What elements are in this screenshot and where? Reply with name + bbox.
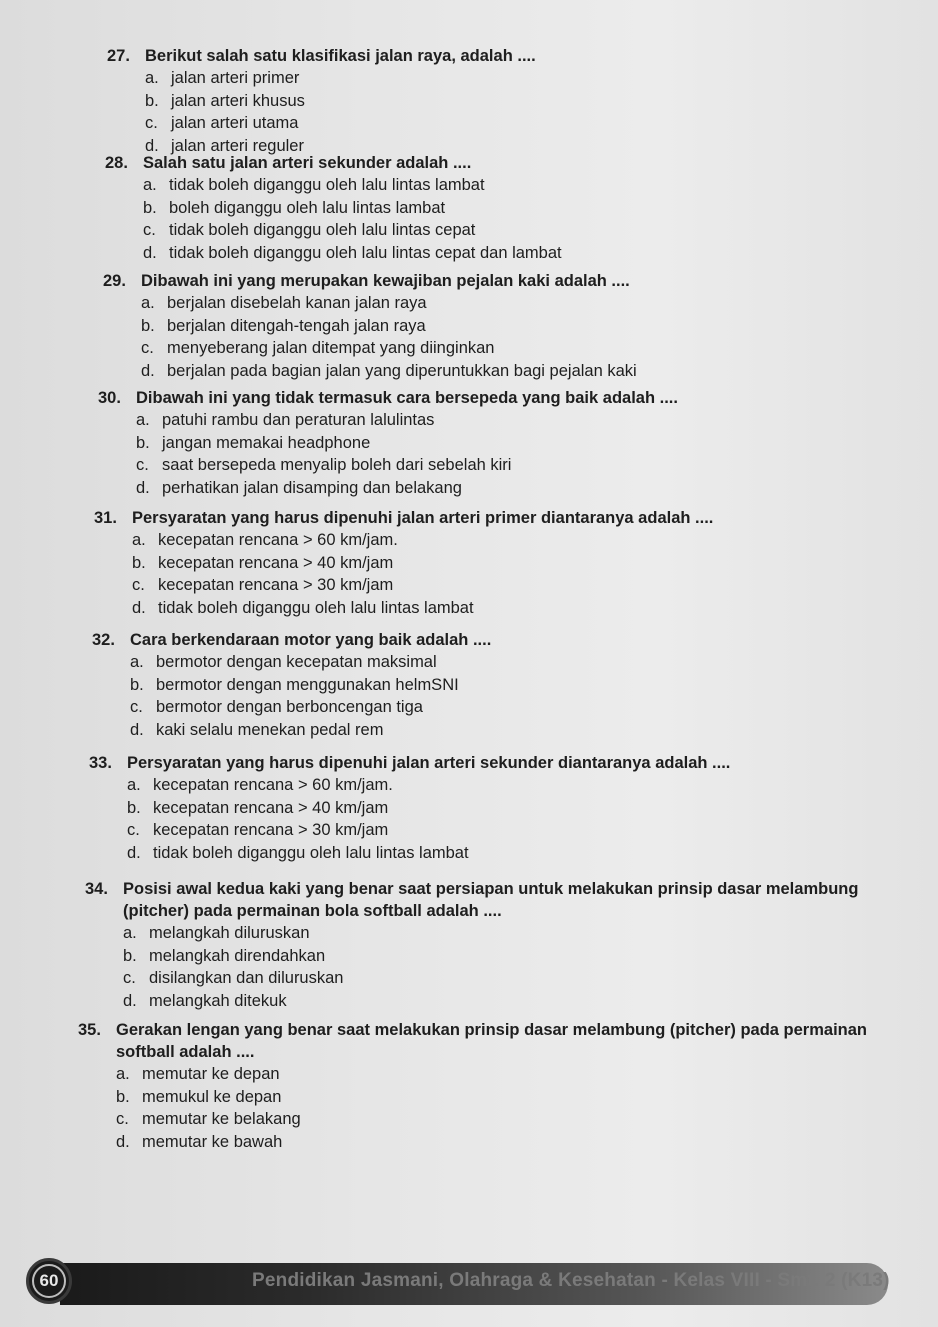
option-a: a. memutar ke depan (116, 1065, 280, 1083)
question-text: Persyaratan yang harus dipenuhi jalan arteri primer diantaranya adalah .... (132, 509, 714, 527)
question-27 (107, 45, 887, 157)
question-number: 28. (105, 154, 128, 172)
question-number: 30. (98, 389, 121, 407)
option-d: d. melangkah ditekuk (123, 991, 287, 1010)
option-c: c. jalan arteri utama (145, 114, 299, 132)
question-35 (78, 1019, 918, 1153)
question-32 (92, 629, 902, 741)
option-c: c. disilangkan dan diluruskan (123, 969, 344, 987)
option-b: b. berjalan ditengah-tengah jalan raya (141, 316, 426, 335)
option-c: c. tidak boleh diganggu oleh lalu lintas cepat (143, 221, 476, 239)
option-c: c. memutar ke belakang (116, 1110, 301, 1128)
question-text: Dibawah ini yang merupakan kewajiban pejalan kaki adalah .... (141, 272, 630, 290)
question-number: 34. (85, 880, 108, 898)
option-b: b. jalan arteri khusus (145, 91, 305, 110)
option-c: c. menyeberang jalan ditempat yang diinginkan (141, 339, 495, 357)
option-d: d. tidak boleh diganggu oleh lalu lintas lambat (132, 598, 474, 617)
question-text: Cara berkendaraan motor yang baik adalah .... (130, 631, 492, 649)
option-d: d. jalan arteri reguler (145, 136, 304, 155)
question-number: 27. (107, 47, 130, 65)
question-33 (89, 752, 904, 864)
question-number: 32. (92, 631, 115, 649)
question-number: 35. (78, 1021, 101, 1039)
page-number-badge (26, 1258, 72, 1304)
page-number: 60 (32, 1264, 66, 1298)
option-d: d. tidak boleh diganggu oleh lalu lintas lambat (127, 843, 469, 862)
option-c: c. saat bersepeda menyalip boleh dari sebelah kiri (136, 456, 512, 474)
option-b: b. boleh diganggu oleh lalu lintas lambat (143, 198, 446, 217)
question-28 (105, 152, 885, 264)
option-a: a. jalan arteri primer (145, 69, 300, 87)
option-a: a. melangkah diluruskan (123, 924, 310, 942)
option-a: a. kecepatan rencana > 60 km/jam. (127, 776, 393, 794)
option-a: a. kecepatan rencana > 60 km/jam. (132, 531, 398, 549)
question-number: 33. (89, 754, 112, 772)
option-a: a. bermotor dengan kecepatan maksimal (130, 653, 437, 671)
option-c: c. bermotor dengan berboncengan tiga (130, 698, 423, 716)
option-d: d. perhatikan jalan disamping dan belakang (136, 478, 462, 497)
option-b: b. bermotor dengan menggunakan helmSNI (130, 675, 459, 694)
option-c: c. kecepatan rencana > 30 km/jam (127, 821, 389, 839)
option-b: b. melangkah direndahkan (123, 946, 326, 965)
question-text: Posisi awal kedua kaki yang benar saat persiapan untuk melakukan prinsip dasar melambung (pitcher) pada permainan bola softball adalah .... (123, 880, 859, 920)
option-c: c. kecepatan rencana > 30 km/jam (132, 576, 394, 594)
question-text: Gerakan lengan yang benar saat melakukan prinsip dasar melambung (pitcher) pada permainan softball adalah .... (116, 1021, 867, 1061)
option-a: a. berjalan disebelah kanan jalan raya (141, 294, 427, 312)
question-text: Persyaratan yang harus dipenuhi jalan arteri sekunder diantaranya adalah .... (127, 754, 731, 772)
option-b: b. kecepatan rencana > 40 km/jam (127, 798, 389, 817)
option-a: a. patuhi rambu dan peraturan lalulintas (136, 411, 435, 429)
option-d: d. berjalan pada bagian jalan yang diperuntukkan bagi pejalan kaki (141, 361, 637, 380)
question-number: 29. (103, 272, 126, 290)
option-d: d. memutar ke bawah (116, 1132, 283, 1151)
question-text: Salah satu jalan arteri sekunder adalah .... (143, 154, 472, 172)
question-text: Berikut salah satu klasifikasi jalan raya, adalah .... (145, 47, 536, 65)
option-b: b. memukul ke depan (116, 1087, 282, 1106)
question-31 (94, 507, 904, 619)
question-number: 31. (94, 509, 117, 527)
option-a: a. tidak boleh diganggu oleh lalu lintas lambat (143, 176, 485, 194)
question-text: Dibawah ini yang tidak termasuk cara bersepeda yang baik adalah .... (136, 389, 678, 407)
option-b: b. jangan memakai headphone (136, 433, 371, 452)
option-b: b. kecepatan rencana > 40 km/jam (132, 553, 394, 572)
question-29 (103, 270, 893, 382)
question-30 (98, 387, 898, 499)
footer-title: Pendidikan Jasmani, Olahraga & Kesehatan - Kelas VIII - Smt. 2 (K13) (252, 1270, 890, 1291)
option-d: d. tidak boleh diganggu oleh lalu lintas cepat dan lambat (143, 243, 562, 262)
question-34 (85, 878, 915, 1012)
option-d: d. kaki selalu menekan pedal rem (130, 720, 384, 739)
